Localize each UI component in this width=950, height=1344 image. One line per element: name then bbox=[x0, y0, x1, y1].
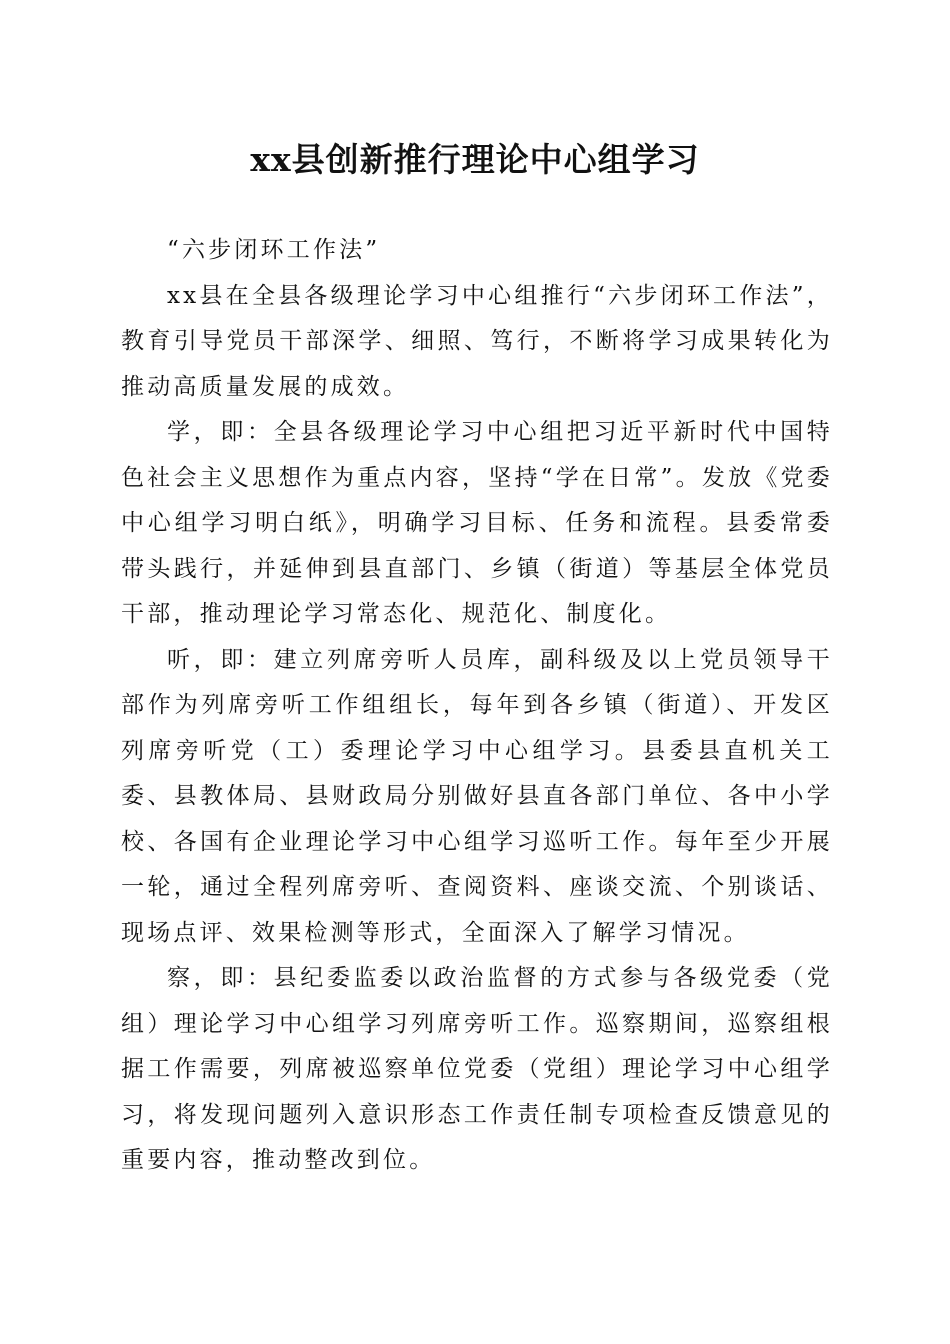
document-title: xx县创新推行理论中心组学习 bbox=[250, 140, 700, 179]
paragraph-study: 学，即：全县各级理论学习中心组把习近平新时代中国特色社会主义思想作为重点内容，坚持“学在日常”。发放《党委中心组学习明白纸》，明确学习目标、任务和流程。县委常委带头践行，并延伸到县直部门、乡镇（街道）等基层全体党员干部，推动理论学习常态化、规范化、制度化。 bbox=[121, 419, 833, 627]
paragraph-listen: 听，即：建立列席旁听人员库，副科级及以上党员领导干部作为列席旁听工作组组长，每年到各乡镇（街道）、开发区列席旁听党（工）委理论学习中心组学习。县委县直机关工委、县教体局、县财政局分别做好县直各部门单位、各中小学校、各国有企业理论学习中心组学习巡听工作。每年至少开展一轮，通过全程列席旁听、查阅资料、座谈交流、个别谈话、现场点评、效果检测等形式，全面深入了解学习情况。 bbox=[121, 646, 833, 946]
paragraph-inspect: 察，即：县纪委监委以政治监督的方式参与各级党委（党组）理论学习中心组学习列席旁听工作。巡察期间，巡察组根据工作需要，列席被巡察单位党委（党组）理论学习中心组学习，将发现问题列入意识形态工作责任制专项检查反馈意见的重要内容，推动整改到位。 bbox=[121, 965, 833, 1173]
document-body bbox=[121, 228, 833, 1184]
paragraph-intro: xx县在全县各级理论学习中心组推行“六步闭环工作法”，教育引导党员干部深学、细照、笃行，不断将学习成果转化为推动高质量发展的成效。 bbox=[121, 282, 833, 400]
document-subtitle: “六步闭环工作法” bbox=[167, 237, 381, 263]
